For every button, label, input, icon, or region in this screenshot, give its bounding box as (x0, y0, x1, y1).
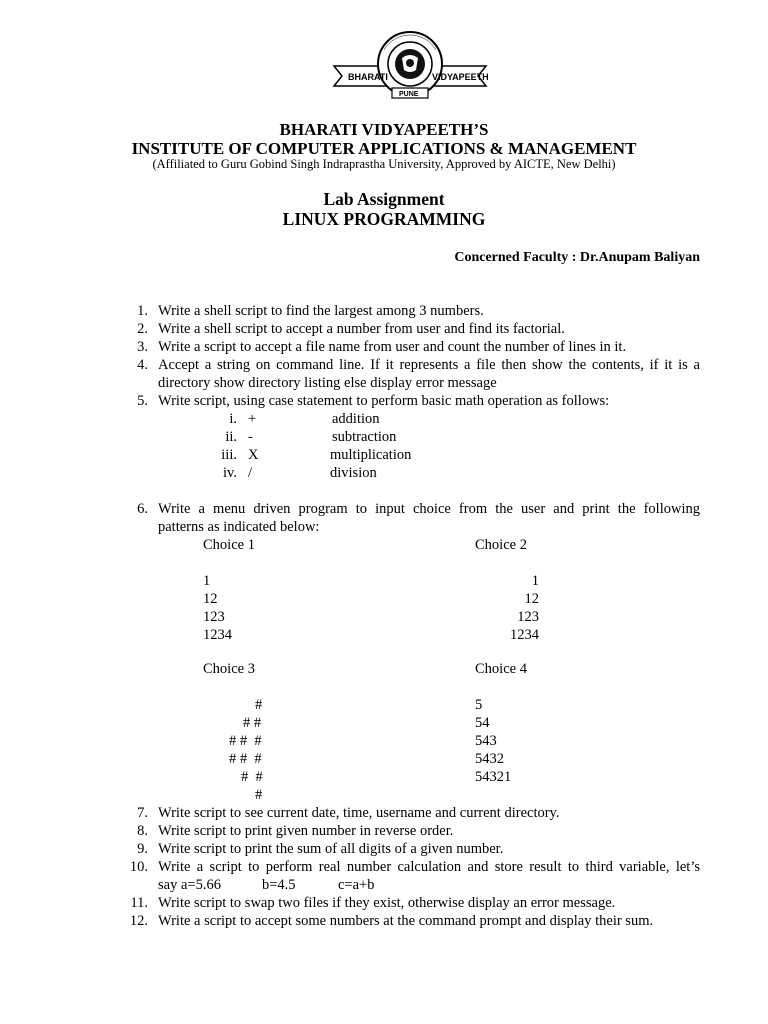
pattern-row: 1234 (203, 627, 232, 643)
operation-symbol: - (248, 429, 253, 445)
pattern-row: 1 (203, 573, 211, 589)
pattern-row: 12 (203, 591, 218, 607)
choice-2-label: Choice 2 (475, 537, 527, 553)
pattern-row: # # # (229, 751, 262, 767)
question-text: Accept a string on command line. If it represents a file then show the contents, if it is a (158, 357, 700, 373)
question-text: Write script to see current date, time, username and current directory. (158, 805, 560, 821)
question-number: 8. (137, 823, 148, 839)
value-a: say a=5.66 (158, 877, 221, 893)
pattern-row: 5 (475, 697, 483, 713)
pattern-row: 123 (517, 609, 539, 625)
pattern-row: 543 (475, 733, 497, 749)
subject-title: LINUX PROGRAMMING (282, 209, 486, 229)
question-text: Write script to print the sum of all digits of a given number. (158, 841, 504, 857)
operation-roman: iv. (223, 465, 237, 481)
operation-name: multiplication (330, 447, 412, 463)
question-number: 11. (130, 895, 148, 911)
pattern-row: # # # (229, 733, 262, 749)
question-text: Write a script to accept some numbers at the command prompt and display their sum. (158, 913, 654, 929)
question-text: Write script to print given number in reverse order. (158, 823, 454, 839)
value-b: b=4.5 (262, 877, 296, 893)
pattern-row: 12 (524, 591, 539, 607)
question-text-continued: directory show directory listing else display error message (158, 375, 497, 391)
choice-3-label: Choice 3 (203, 661, 255, 677)
doc-title: Lab Assignment (323, 189, 445, 209)
question-number: 1. (137, 303, 148, 319)
logo-text-left: BHARATI (348, 72, 388, 82)
question-number: 2. (137, 321, 148, 337)
pattern-row: # # (241, 769, 263, 785)
question-text: Write a script to perform real number calculation and store result to third variable, let’s (158, 859, 700, 875)
pattern-row: # (255, 697, 263, 713)
question-text: Write script to swap two files if they exist, otherwise display an error message. (158, 895, 616, 911)
operation-roman: iii. (221, 447, 237, 463)
question-number: 3. (137, 339, 148, 355)
question-text: Write a shell script to find the largest among 3 numbers. (158, 303, 484, 319)
pattern-row: 5432 (475, 751, 504, 767)
operation-roman: i. (229, 411, 237, 427)
question-text-continued: patterns as indicated below: (158, 519, 320, 535)
pattern-row: # (255, 787, 263, 803)
question-number: 12. (129, 913, 148, 929)
value-c: c=a+b (338, 877, 375, 893)
operation-name: division (330, 465, 377, 481)
pattern-row: 54321 (475, 769, 512, 785)
operation-symbol: + (248, 411, 257, 427)
question-number: 6. (137, 501, 148, 517)
question-number: 7. (137, 805, 148, 821)
question-text: Write a menu driven program to input choice from the user and print the following (158, 501, 700, 517)
question-number: 9. (137, 841, 148, 857)
question-text: Write script, using case statement to perform basic math operation as follows: (158, 393, 610, 409)
question-text: Write a shell script to accept a number from user and find its factorial. (158, 321, 565, 337)
operation-name: addition (332, 411, 380, 427)
institute-logo (332, 28, 488, 100)
logo-text-bottom: PUNE (399, 91, 419, 98)
institute-name: INSTITUTE OF COMPUTER APPLICATIONS & MANAGEMENT (131, 139, 637, 158)
question-text: Write a script to accept a file name from user and count the number of lines in it. (158, 339, 627, 355)
question-number: 5. (137, 393, 148, 409)
pattern-row: 123 (203, 609, 225, 625)
question-number: 10. (129, 859, 148, 875)
college-name: BHARATI VIDYAPEETH’S (279, 120, 489, 139)
pattern-row: 1234 (510, 627, 539, 643)
faculty-line: Concerned Faculty : Dr.Anupam Baliyan (454, 250, 700, 265)
pattern-row: 54 (475, 715, 490, 731)
choice-1-label: Choice 1 (203, 537, 255, 553)
affiliation-note: (Affiliated to Guru Gobind Singh Indraprastha University, Approved by AICTE, New Delhi) (152, 157, 616, 171)
operation-roman: ii. (225, 429, 237, 445)
choice-4-label: Choice 4 (475, 661, 527, 677)
operation-name: subtraction (332, 429, 397, 445)
operation-symbol: X (248, 447, 259, 463)
logo-text-right: VIDYAPEETH (432, 72, 488, 82)
operation-symbol: / (248, 465, 253, 481)
question-number: 4. (137, 357, 148, 373)
pattern-row: # # (243, 715, 262, 731)
pattern-row: 1 (531, 573, 539, 589)
